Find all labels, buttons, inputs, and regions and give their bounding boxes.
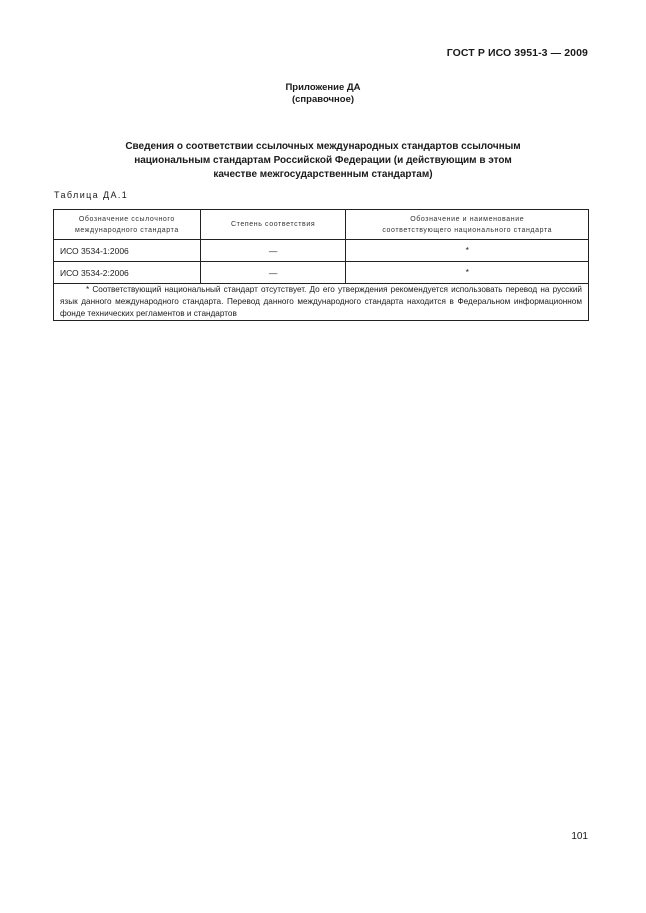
cell-national: * xyxy=(346,262,589,284)
cell-standard-code: ИСО 3534-1:2006 xyxy=(54,240,201,262)
cell-degree: — xyxy=(200,240,346,262)
header-text: соответствующего национального стандарта xyxy=(382,226,553,234)
table-header-row xyxy=(54,210,589,240)
table-footnote xyxy=(54,284,589,321)
table-footnote-row xyxy=(54,284,589,321)
table-row xyxy=(54,262,589,284)
section-title-line: качестве межгосударственным стандартам) xyxy=(213,169,433,180)
appendix-title: Приложение ДА xyxy=(285,82,361,93)
cell-national: * xyxy=(346,240,589,262)
footnote-text: * Соответствующий национальный стандарт отсутствует. До его утверждения рекомендуется использовать перевод на русский язык данного международного стандарта. Перевод данного международного стандарта находится в Федеральном информационном фонде технических регламентов и стандартов xyxy=(60,285,582,318)
table-row xyxy=(54,240,589,262)
header-text: международного стандарта xyxy=(74,226,179,234)
header-degree: Степень соответствия xyxy=(200,210,346,240)
header-text: Обозначение ссылочного xyxy=(78,215,175,223)
section-title-line: Сведения о соответствии ссылочных международных стандартов ссылочным xyxy=(125,141,521,152)
appendix-heading xyxy=(0,82,646,106)
standards-table xyxy=(53,209,589,321)
header-international-standard xyxy=(54,210,201,240)
page-number: 101 xyxy=(571,831,588,842)
table-caption: Таблица ДА.1 xyxy=(54,190,129,200)
document-code: ГОСТ Р ИСО 3951-3 — 2009 xyxy=(446,47,588,59)
cell-standard-code: ИСО 3534-2:2006 xyxy=(54,262,201,284)
header-national-standard xyxy=(346,210,589,240)
appendix-subtitle: (справочное) xyxy=(291,94,355,105)
header-text: Обозначение и наименование xyxy=(410,215,525,223)
section-title xyxy=(60,140,586,182)
section-title-line: национальным стандартам Российской Федерации (и действующим в этом xyxy=(134,155,512,166)
cell-degree: — xyxy=(200,262,346,284)
